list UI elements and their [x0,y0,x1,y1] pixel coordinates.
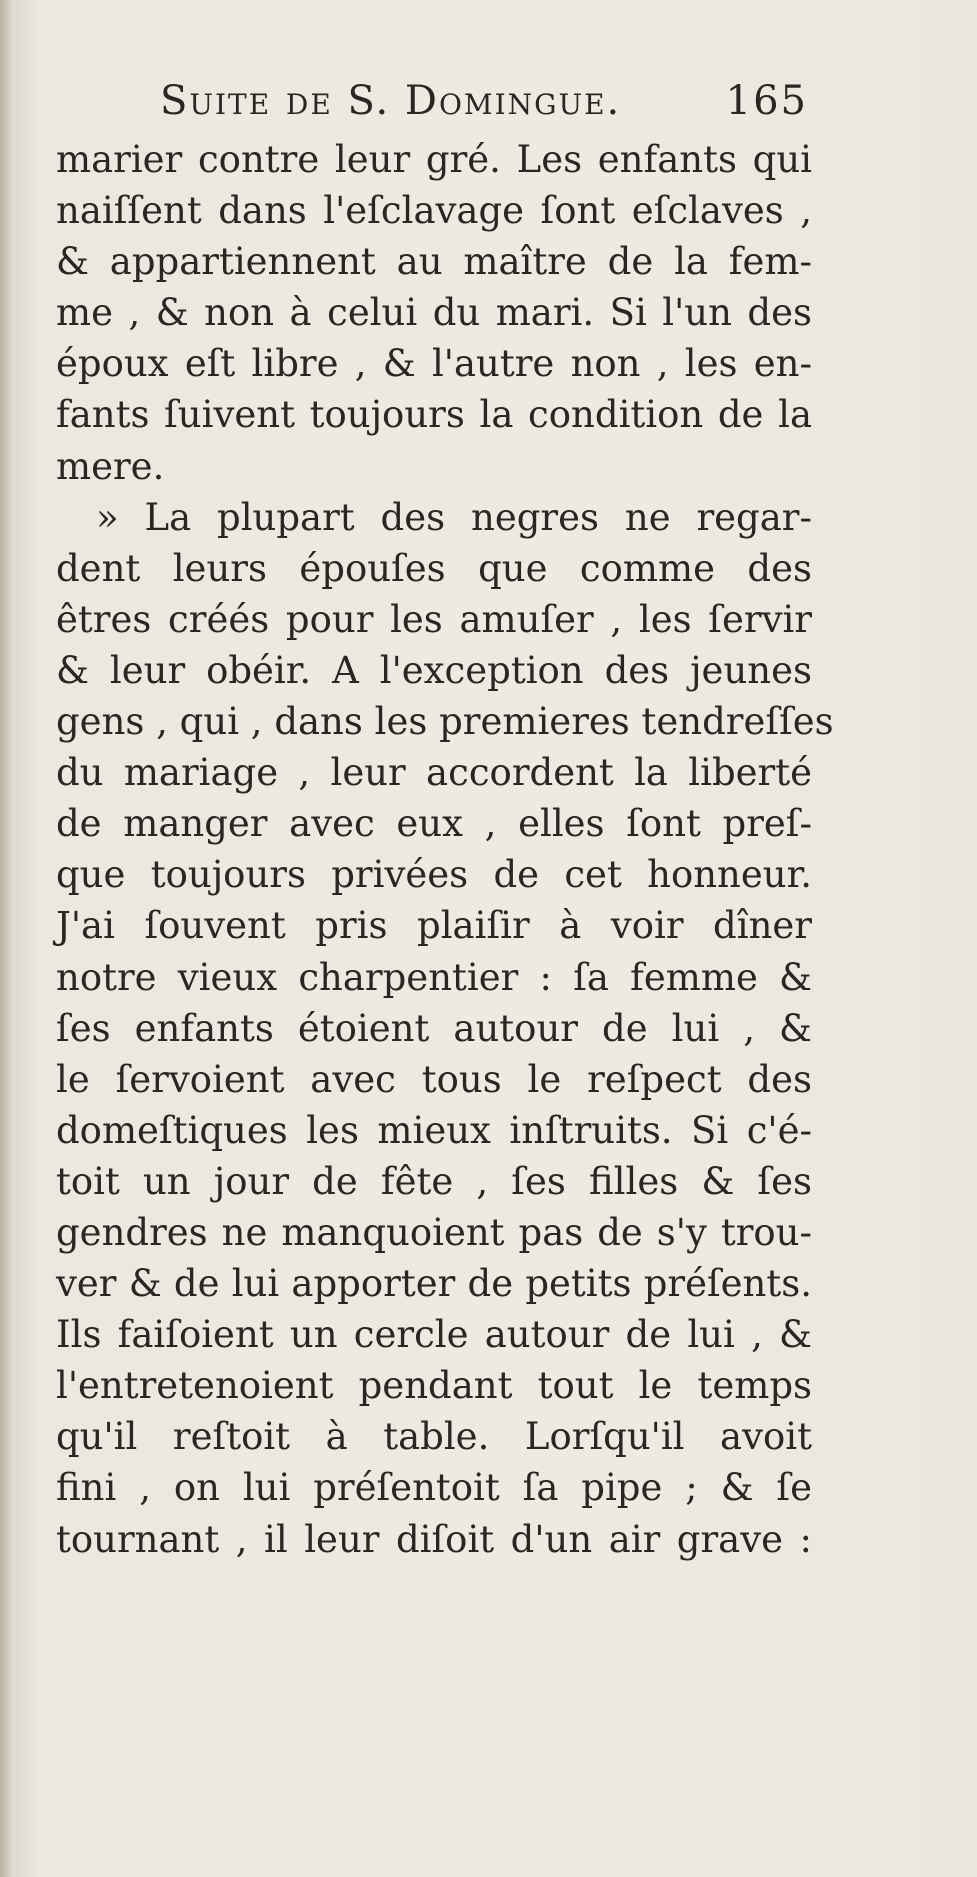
text-line: ver & de lui apporter de petits préſents. [56,1262,812,1306]
text-line: marier contre leur gré. Les enfants qui [56,138,812,181]
text-line: gendres ne manquoient pas de s'y trou- [56,1210,812,1254]
text-line: & leur obéir. A l'exception des jeunes [56,648,812,692]
text-line: & appartiennent au maître de la fem- [56,240,812,284]
text-line: naiſſent dans l'eſclavage ſont eſclaves , [56,189,812,233]
page-number: 165 [725,78,808,124]
text-line: l'entretenoient pendant tout le temps [56,1364,812,1408]
text-line: époux eſt libre , & l'autre non , les en- [56,342,812,386]
text-line: de manger avec eux , elles ſont preſ- [56,802,812,846]
running-title: Suite de S. Domingue. [160,78,622,124]
text-line: le ſervoient avec tous le reſpect des [56,1057,812,1101]
text-line: fants ſuivent toujours la condition de la [56,393,812,437]
text-line: que toujours privées de cet honneur. [56,853,812,897]
text-line: mere. [56,444,165,488]
page-gutter-shadow [0,0,14,1877]
text-line: du mariage , leur accordent la liberté [56,751,812,795]
text-line: Ils faiſoient un cercle autour de lui , & [56,1313,812,1357]
text-line: toit un jour de fête , ſes filles & ſes [56,1159,812,1203]
text-line: notre vieux charpentier : ſa femme & [56,955,812,999]
text-line: fini , on lui préſentoit ſa pipe ; & ſe [56,1466,812,1510]
page-text-block [56,78,834,1565]
running-head [56,78,812,134]
text-line: gens , qui , dans les premieres tendreſſes [56,700,834,744]
text-line: ſes enfants étoient autour de lui , & [56,1006,812,1050]
text-line: tournant , il leur diſoit d'un air grave : [56,1517,812,1561]
text-line: qu'il reſtoit à table. Lorſqu'il avoit [56,1415,812,1459]
text-line: domeſtiques les mieux inſtruits. Si c'é- [56,1108,812,1152]
text-line: J'ai ſouvent pris plaiſir à voir dîner [56,904,812,948]
text-line: êtres créés pour les amuſer , les ſervir [56,597,812,641]
text-line: dent leurs épouſes que comme des [56,546,812,590]
text-line: » La plupart des negres ne regar- [96,495,812,539]
text-line: me , & non à celui du mari. Si l'un des [56,291,812,335]
